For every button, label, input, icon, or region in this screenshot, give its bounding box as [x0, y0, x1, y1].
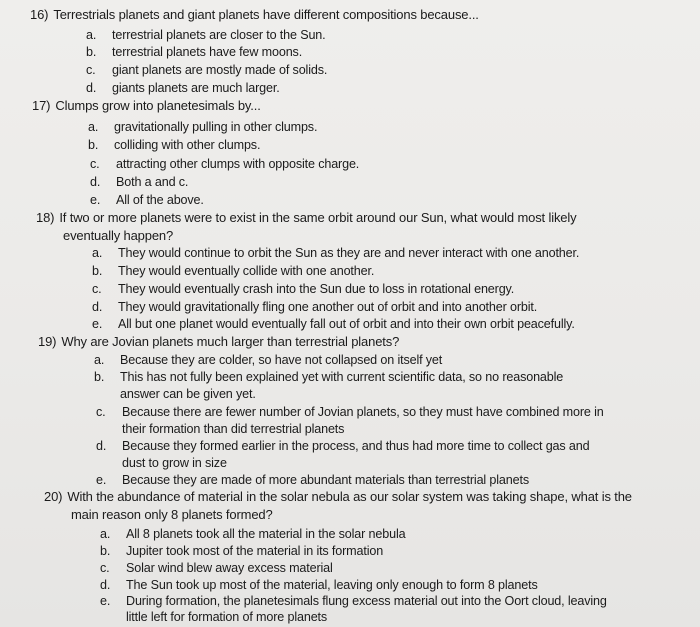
option-text: All of the above.: [116, 193, 204, 207]
option-letter: b.: [88, 138, 99, 152]
option-text: giant planets are mostly made of solids.: [112, 63, 328, 77]
question-text-continued: eventually happen?: [63, 228, 174, 243]
option-text: colliding with other clumps.: [114, 138, 261, 152]
option-letter: b.: [92, 264, 103, 278]
option-text: They would eventually crash into the Sun due to loss in rotational energy.: [118, 282, 515, 296]
option-text-continued: little left for formation of more planets: [126, 610, 328, 624]
option-text: This has not fully been explained yet with current scientific data, so no reasonable: [120, 370, 564, 384]
option-letter: a.: [100, 527, 111, 541]
option-text: Because they are colder, so have not collapsed on itself yet: [120, 353, 443, 367]
option-letter: c.: [100, 561, 110, 575]
question-number: 18): [36, 210, 55, 225]
question-18: [36, 209, 576, 226]
option-letter: c.: [86, 63, 96, 77]
option-text: terrestrial planets are closer to the Sun.: [112, 28, 326, 42]
option-letter: e.: [92, 317, 103, 331]
option-letter: e.: [100, 594, 111, 608]
option-letter: d.: [92, 300, 103, 314]
question-number: 16): [30, 7, 49, 22]
option-letter: a.: [94, 353, 105, 367]
option-letter: a.: [92, 246, 103, 260]
option-letter: c.: [90, 157, 100, 171]
question-20: [44, 488, 632, 505]
option-letter: e.: [96, 473, 107, 487]
option-letter: d.: [86, 81, 97, 95]
question-text: Why are Jovian planets much larger than terrestrial planets?: [61, 334, 400, 349]
option-letter: d.: [96, 439, 107, 453]
option-text: They would continue to orbit the Sun as they are and never interact with one another.: [118, 246, 580, 260]
option-text: Because they are made of more abundant materials than terrestrial planets: [122, 473, 529, 487]
question-text: Clumps grow into planetesimals by...: [55, 98, 261, 113]
option-text: Because there are fewer number of Jovian planets, so they must have combined more in: [122, 405, 604, 419]
option-letter: b.: [94, 370, 105, 384]
option-letter: a.: [88, 120, 99, 134]
question-16: [30, 6, 479, 23]
option-text: gravitationally pulling in other clumps.: [114, 120, 318, 134]
option-text: Solar wind blew away excess material: [126, 561, 333, 575]
option-letter: b.: [100, 544, 111, 558]
question-number: 20): [44, 489, 63, 504]
option-text: They would eventually collide with one another.: [118, 264, 375, 278]
question-text-continued: main reason only 8 planets formed?: [71, 507, 273, 522]
question-number: 19): [38, 334, 57, 349]
option-text-continued: answer can be given yet.: [120, 387, 256, 401]
option-text-continued: their formation than did terrestrial planets: [122, 422, 345, 436]
question-number: 17): [32, 98, 51, 113]
option-text-continued: dust to grow in size: [122, 456, 227, 470]
question-text: If two or more planets were to exist in the same orbit around our Sun, what would most likely: [59, 210, 577, 225]
option-text: giants planets are much larger.: [112, 81, 280, 95]
question-20-continued: [71, 506, 273, 523]
option-letter: c.: [92, 282, 102, 296]
question-17: [32, 97, 261, 114]
option-text: terrestrial planets have few moons.: [112, 45, 303, 59]
option-text: During formation, the planetesimals flung excess material out into the Oort cloud, leaving: [126, 594, 607, 608]
option-text: The Sun took up most of the material, leaving only enough to form 8 planets: [126, 578, 538, 592]
question-18-continued: [63, 227, 173, 244]
option-letter: b.: [86, 45, 97, 59]
option-letter: d.: [100, 578, 111, 592]
option-letter: e.: [90, 193, 101, 207]
option-text: Jupiter took most of the material in its formation: [126, 544, 384, 558]
question-19: [38, 333, 399, 350]
option-text: They would gravitationally fling one another out of orbit and into another orbit.: [118, 300, 538, 314]
option-text: Both a and c.: [116, 175, 189, 189]
option-text: All 8 planets took all the material in the solar nebula: [126, 527, 406, 541]
option-text: Because they formed earlier in the process, and thus had more time to collect gas and: [122, 439, 590, 453]
option-text: attracting other clumps with opposite charge.: [116, 157, 360, 171]
question-text: With the abundance of material in the solar nebula as our solar system was taking shape, what is the: [67, 489, 632, 504]
option-letter: d.: [90, 175, 101, 189]
question-text: Terrestrials planets and giant planets have different compositions because...: [53, 7, 479, 22]
option-letter: c.: [96, 405, 106, 419]
option-letter: a.: [86, 28, 97, 42]
option-text: All but one planet would eventually fall out of orbit and into their own orbit peacefully.: [118, 317, 575, 331]
